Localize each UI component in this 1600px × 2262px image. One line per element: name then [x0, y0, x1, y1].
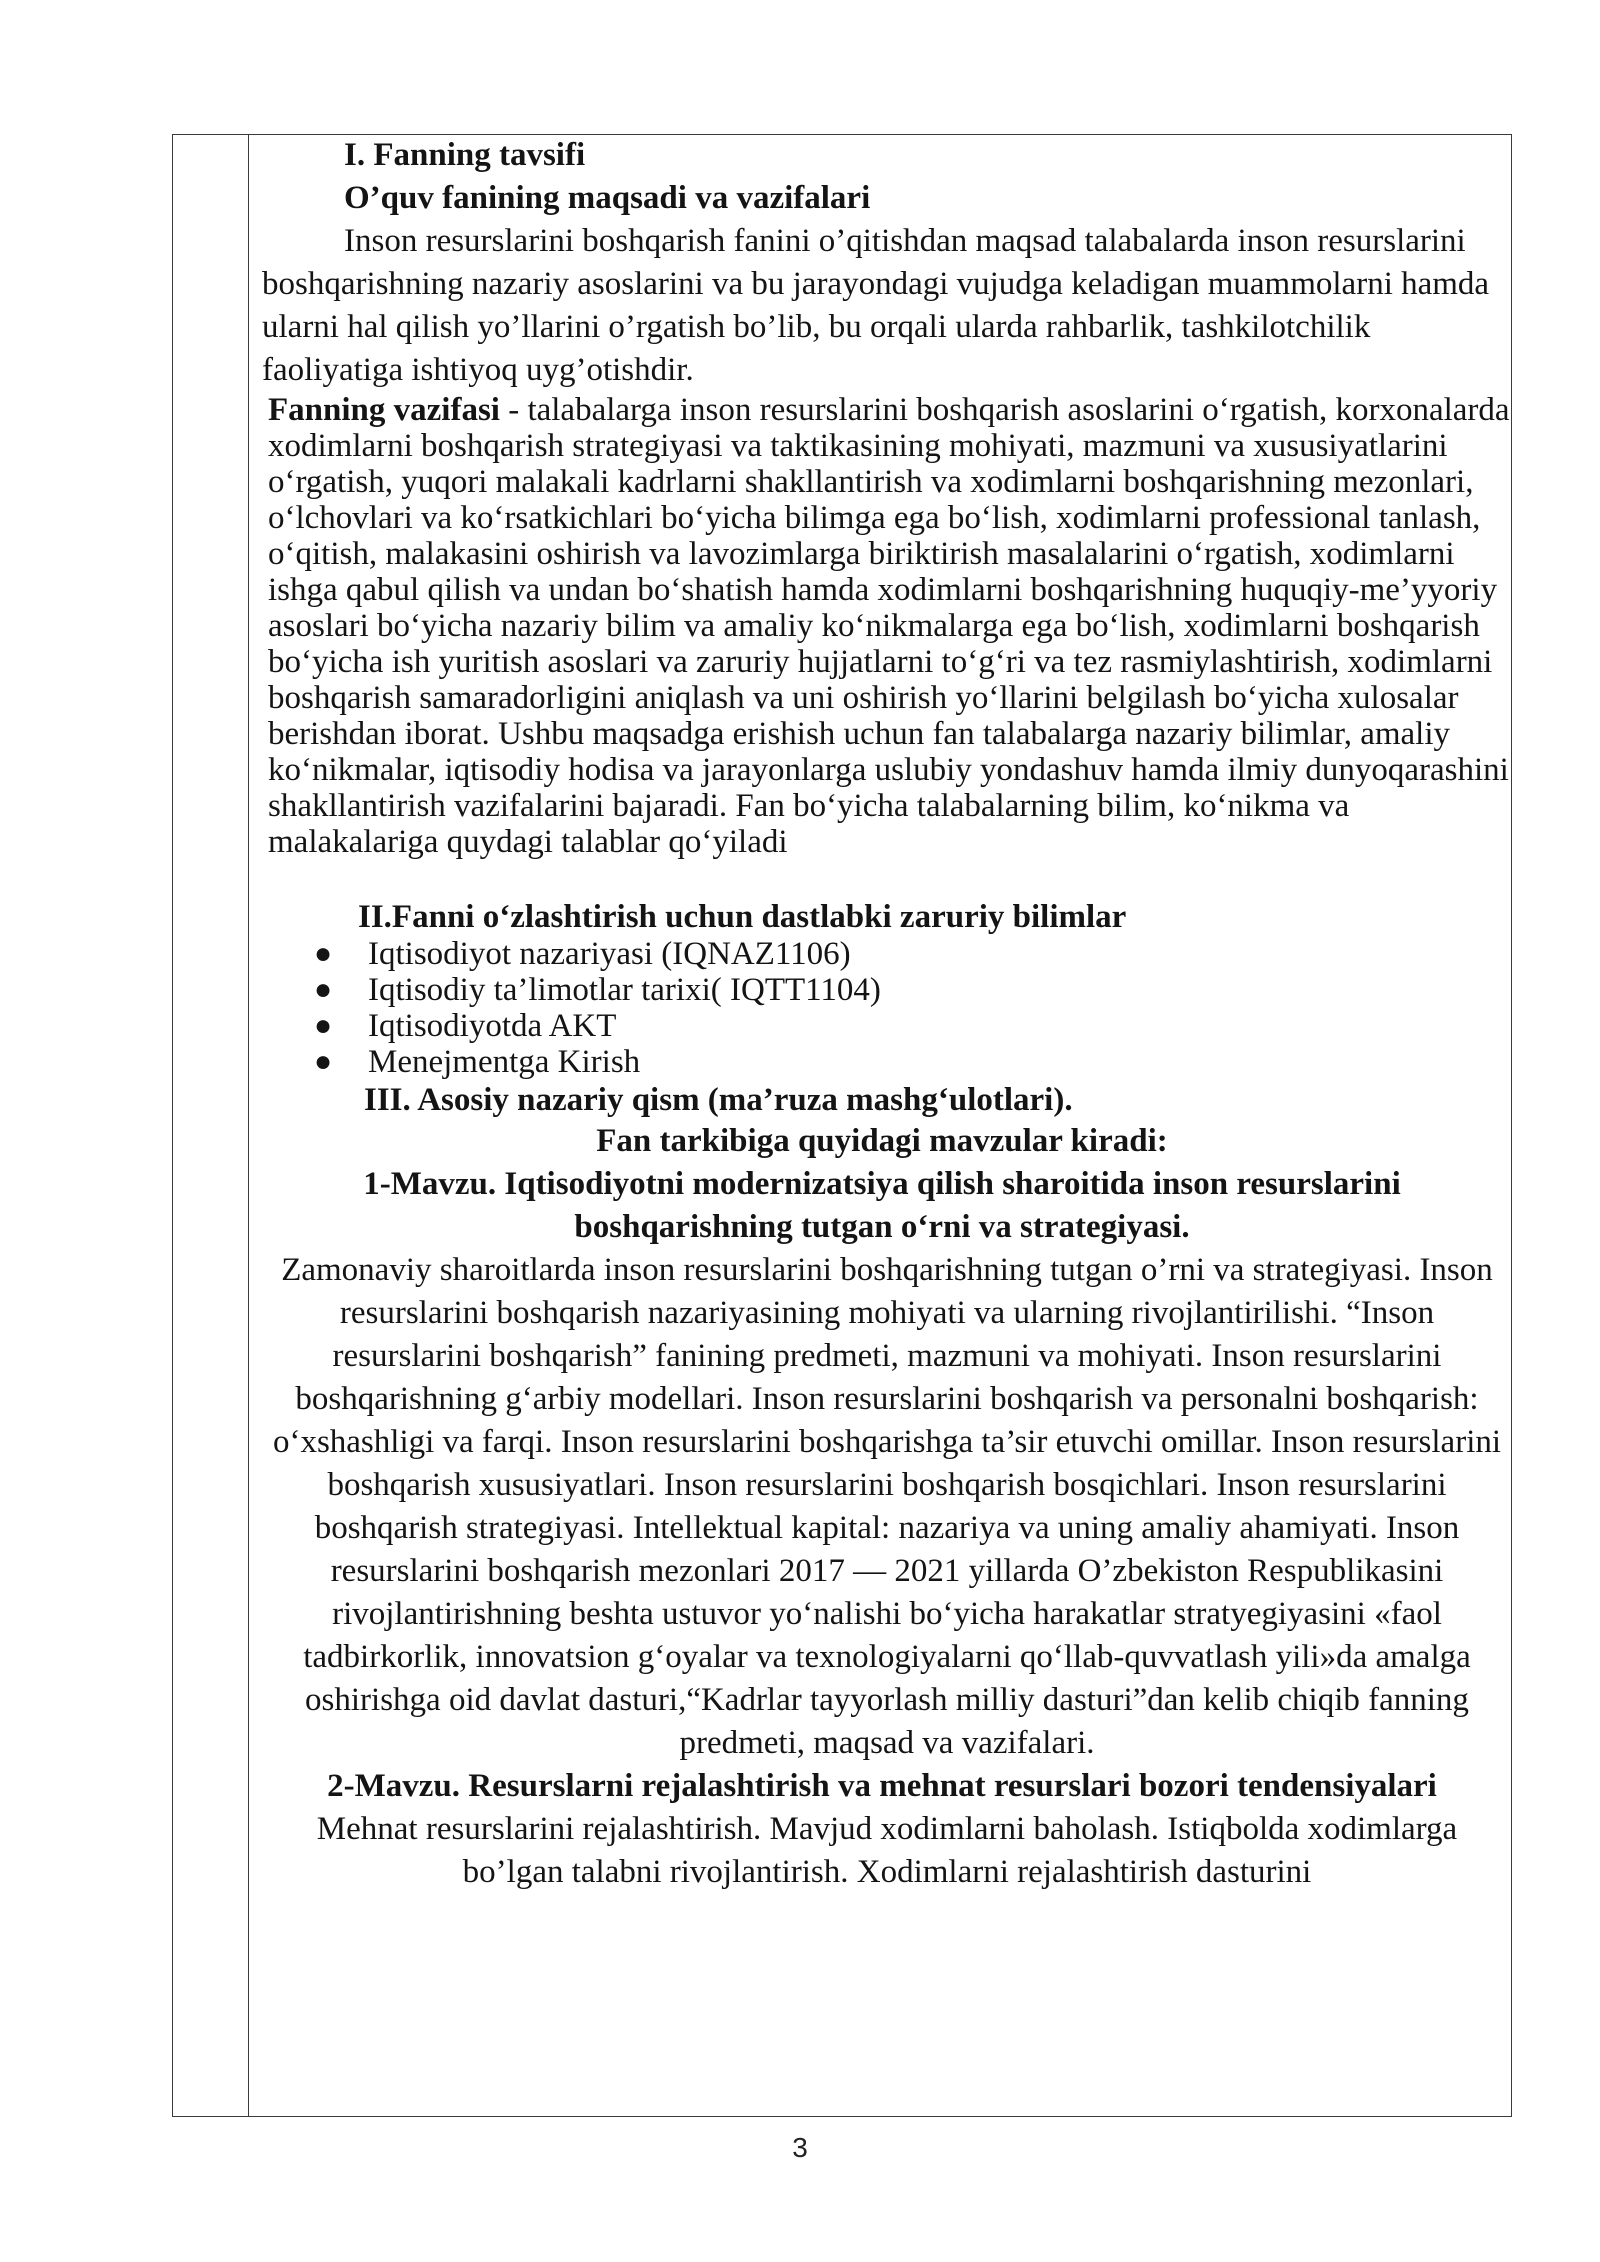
bullet-icon: ●: [314, 937, 333, 970]
list-item: ● Menejmentga Kirish: [314, 1044, 641, 1080]
purpose-paragraph: Inson resurslarini boshqarish fanini o’qitishdan maqsad talabalarda inson resurslarini boshqarishning nazariy asoslarini va bu jarayondagi vujudga keladigan muammolarni hamda ularni hal qilish yo’llarini o’rgatish bo’lib, bu orqali ularda rahbarlik, tashkilotchilik faoliyatiga ishtiyoq uyg’otishdir.: [262, 223, 1490, 388]
page-number: 3: [792, 2132, 808, 2163]
tasks-paragraph: [268, 392, 1512, 860]
topic-1-title: 1-Mavzu. Iqtisodiyotni modernizatsiya qilish sharoitida inson resurslarini boshqarishning tutgan o‘rni va strategiyasi.: [363, 1166, 1401, 1245]
section-2-heading: II.Fanni o‘zlashtirish uchun dastlabki zaruriy bilimlar: [358, 899, 1127, 935]
topics-intro: Fan tarkibiga quyidagi mavzular kiradi:: [596, 1123, 1168, 1159]
bullet-icon: ●: [314, 1045, 333, 1078]
list-item: ● Iqtisodiyot nazariyasi (IQNAZ1106): [314, 936, 851, 972]
tasks-label: Fanning vazifasi: [268, 392, 500, 428]
document-body: [262, 134, 1512, 1894]
list-item: ● Iqtisodiy ta’limotlar tarixi( IQTT1104): [314, 972, 881, 1008]
spacer: [262, 860, 1512, 898]
section-1-subheading: O’quv fanining maqsadi va vazifalari: [344, 180, 871, 216]
bullet-icon: ●: [314, 973, 333, 1006]
topic-1-text: Zamonaviy sharoitlarda inson resurslarini boshqarishning tutgan o’rni va strategiyasi. Inson resurslarini boshqarish nazariyasining mohiyati va ularning rivojlantirilishi. “Inson resurslarini boshqarish” fanining predmeti, mazmuni va mohiyati. Inson resurslarini boshqarishning g‘arbiy modellari. Inson resurslarini boshqarish va personalni boshqarish: o‘xshashligi va farqi. Inson resurslarini boshqarishga ta’sir etuvchi omillar. Inson resurslarini boshqarish xususiyatlari. Inson resurslarini boshqarish bosqichlari. Inson resurslarini boshqarish strategiyasi. Intellektual kapital: nazariya va uning amaliy ahamiyati. Inson resurslarini boshqarish mezonlari 2017 — 2021 yillarda O’zbekiston Respublikasini rivojlantirishning beshta ustuvor yo‘nalishi bo‘yicha harakatlar stratyegiyasini «faol tadbirkorlik, innovatsion g‘oyalar va texnologiyalarni qo‘llab-quvvatlash yili»da amalga oshirishga oid davlat dasturi,“Kadrlar tayyorlash milliy dasturi”dan kelib chiqib fanning predmeti, maqsad va vazifalari.: [272, 1252, 1502, 1761]
topic-2-text: Mehnat resurslarini rejalashtirish. Mavjud xodimlarni baholash. Istiqbolda xodimlarga bo’lgan talabni rivojlantirish. Xodimlarni rejalashtirish dasturini: [316, 1811, 1458, 1890]
section-1-heading: I. Fanning tavsifi: [344, 137, 586, 173]
tasks-text: - talabalarga inson resurslarini boshqarish asoslarini o‘rgatish, korxonalarda xodimlarni boshqarish strategiyasi va taktikasining mohiyati, mazmuni va xususiyatlarini o‘rgatish, yuqori malakali kadrlarni shakllantirish va xodimlarni boshqarishning mezonlari, o‘lchovlari va ko‘rsatkichlari bo‘yicha bilimga ega bo‘lish, xodimlarni professional tanlash, o‘qitish, malakasini oshirish va lavozimlarga biriktirish masalalarini o‘rgatish, xodimlarni ishga qabul qilish va undan bo‘shatish hamda xodimlarni boshqarishning huquqiy-me’yyoriy asoslari bo‘yicha nazariy bilim va amaliy ko‘nikmalarga ega bo‘lish, xodimlarni boshqarish bo‘yicha ish yuritish asoslari va zaruriy hujjatlarni to‘g‘ri va tez rasmiylashtirish, xodimlarni boshqarish samaradorligini aniqlash va uni oshirish yo‘llarini belgilash bo‘yicha xulosalar berishdan iborat. Ushbu maqsadga erishish uchun fan talabalarga nazariy bilimlar, amaliy ko‘nikmalar, iqtisodiy hodisa va jarayonlarga uslubiy yondashuv hamda ilmiy dunyoqarashini shakllantirish vazifalarini bajaradi. Fan bo‘yicha talabalarning bilim, ko‘nikma va malakalariga quydagi talablar qo‘yiladi: [268, 392, 1510, 860]
prerequisite-list: [262, 936, 1512, 1080]
section-3-heading: III. Asosiy nazariy qism (ma’ruza mashg‘ulotlari).: [364, 1082, 1073, 1118]
bullet-icon: ●: [314, 1009, 333, 1042]
list-item: ● Iqtisodiyotda AKT: [314, 1008, 617, 1044]
table-column-divider: [248, 134, 249, 2117]
topic-2-title: 2-Mavzu. Resurslarni rejalashtirish va mehnat resurslari bozori tendensiyalari: [327, 1768, 1437, 1804]
